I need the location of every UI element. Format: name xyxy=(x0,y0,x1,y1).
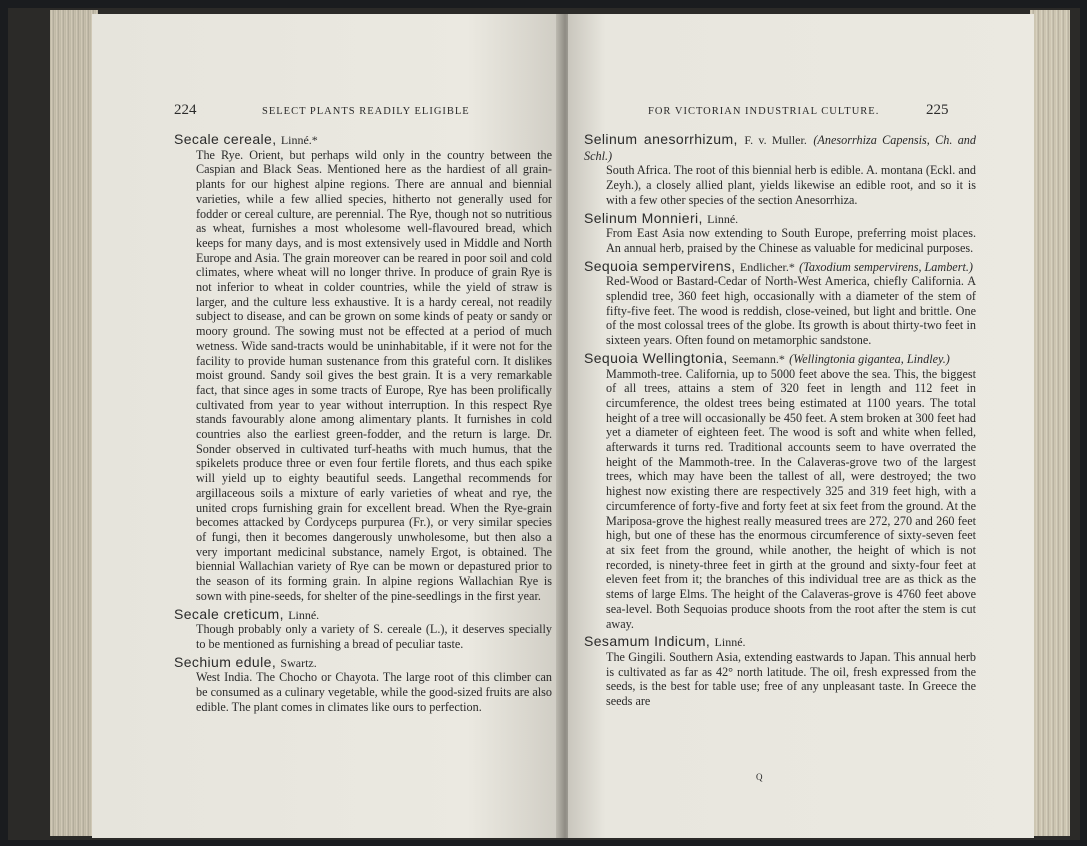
species-synonym: (Anesorrhiza Capensis, Ch. and Schl.) xyxy=(584,133,976,163)
species-authority: Endlicher.* xyxy=(739,259,795,274)
page-edges-right xyxy=(1030,10,1070,836)
entry-sechium-edule xyxy=(174,655,552,715)
entry-sesamum-indicum xyxy=(584,634,976,709)
species-authority: Linné. xyxy=(714,635,746,650)
right-page xyxy=(568,14,1034,838)
species-authority: Seemann.* xyxy=(731,351,785,366)
species-authority: F. v. Muller. xyxy=(744,133,807,147)
entry-heading xyxy=(584,259,976,275)
entry-text: The Gingili. Southern Asia, extending eastwards to Japan. This annual herb is cultivated as far as 42° north latitude. The oil, fresh expressed from the seeds, is the best for table use; free of any unpleasant taste. In Greece the seeds are xyxy=(606,649,976,709)
species-name: Secale cereale, xyxy=(174,131,277,147)
entry-text: Mammoth-tree. California, up to 5000 feet above the sea. This, the biggest of all trees, attains a stem of 320 feet in length and 112 feet in circumference, the oldest trees being estimated at 1100 years. The total height of a tree will occasionally be 450 feet. A stem broken at 300 feet had yet a diameter of eighteen feet. The wood is soft and white when felled, afterwards it turns red. Traditional accounts seem to have overrated the height of the Mammoth-tree. In the Calaveras-grove two of the largest trees, which may have been the tallest of all, were destroyed; the two highest now existing there are respectively 325 and 319 feet high, with a circumference of forty-five and forty feet at six feet from the ground. At the Mariposa-grove the highest really measured trees are 272, 270 and 260 feet high, but one of these has the enormous circumference of sixty-seven feet at six feet from the ground, while another, the height of which is not recorded, is ninety-three feet in girth at the ground and sixty-four feet at eleven feet from it; the branches of this individual tree are as thick as the stems of large Elms. The height of the Calaveras-grove is 4760 feet above sea-level. Both Sequoias produce shoots from the root after the stem is cut away. xyxy=(606,366,976,631)
entry-heading xyxy=(584,634,976,650)
entry-text: The Rye. Orient, but perhaps wild only in the country between the Caspian and Black Seas. Mentioned here as the hardiest of all grain-plants for our highest alpine regions. There are annual and biennial varieties, while a few allied species, hitherto not generally used for fodder or cereal culture, are perennial. The Rye, though not so nutritious as wheat, furnishes a most wholesome well-flavoured bread, which keeps for many days, and is most extensively used in Middle and North Europe and Asia. The grain moreover can be reared in poor soil and cold climates, where wheat will no longer thrive. In produce of grain Rye is not inferior to wheat in colder countries, while the yield of straw is larger, and the culture less exhaustive. It is a hardy cereal, not readily subject to disease, and can be grown on some kinds of peaty or sandy or moory ground. The sowing must not be effected at a period of much wetness. Wide sand-tracts would be uninhabitable, if it were not for the facility to provide human sustenance from this grateful corn. It dislikes moist ground. Sandy soil gives the best grain. It is a very remarkable fact, that since ages in some tracts of Europe, Rye has been prolifically cultivated from year to year without interruption. In this respect Rye stands favourably alone among alimentary plants. It furnishes in cold countries also the earliest green-fodder, and the return is large. Dr. Sonder observed in cultivated turf-heaths with much humus, that the spikelets produce three or even four fertile florets, and thus each spike will yield up to eighty beautiful seeds. Langethal recommends for argillaceous soils a mixture of early varieties of wheat and rye, the united crops furnishing grain for excellent bread. When the Rye-grain becomes attacked by Cordyceps purpurea (Fr.), or very similar species of fungi, then it becomes dangerously unwholesome, but then also a very important medicinal substance, namely Ergot, is obtained. The biennial Wallachian variety of Rye can be mown or depastured prior to the season of its forming grain. In alpine regions Wallachian Rye is sown with pine-seeds, for shelter of the pine-seedlings in the first year. xyxy=(196,147,552,603)
entry-secale-cereale xyxy=(174,132,552,604)
entry-heading xyxy=(584,351,976,367)
entry-heading xyxy=(584,132,976,163)
entry-text: Red-Wood or Bastard-Cedar of North-West America, chiefly California. A splendid tree, 360 feet high, occasionally with a diameter of the stem of fifty-five feet. The wood is reddish, close-veined, but light and brittle. One of the most colossal trees of the globe. Its growth is about thirty-two feet in sixteen years. Often found on metamorphic sandstone. xyxy=(606,274,976,348)
entry-selinum-monnieri xyxy=(584,211,976,256)
right-page-number: 225 xyxy=(926,102,949,118)
entry-sequoia-sempervirens xyxy=(584,259,976,348)
left-page-number: 224 xyxy=(174,102,197,118)
entry-sequoia-wellingtonia xyxy=(584,351,976,631)
left-page xyxy=(92,14,562,838)
species-authority: Swartz. xyxy=(280,655,317,670)
entry-heading xyxy=(174,655,552,671)
page-edges-left xyxy=(50,10,98,836)
entry-heading xyxy=(584,211,976,227)
entry-text: From East Asia now extending to South Europe, preferring moist places. An annual herb, praised by the Chinese as valuable for medicinal purposes. xyxy=(606,226,976,255)
species-name: Selinum anesorrhizum, xyxy=(584,131,738,147)
species-synonym: (Taxodium sempervirens, Lambert.) xyxy=(799,259,973,274)
species-authority: Linné. xyxy=(707,211,739,226)
entry-heading xyxy=(174,607,552,623)
left-page-text xyxy=(174,132,552,717)
species-name: Secale creticum, xyxy=(174,605,284,622)
species-name: Sequoia sempervirens, xyxy=(584,257,736,274)
entry-text: West India. The Chocho or Chayota. The large root of this climber can be consumed as a culinary vegetable, while the good-sized fruits are also edible. The plant comes in climates like ours to perfection. xyxy=(196,670,552,714)
signature-mark: Q xyxy=(756,772,763,782)
right-page-text xyxy=(584,132,976,712)
entry-text: South Africa. The root of this biennial herb is edible. A. montana (Eckl. and Zeyh.), a closely allied plant, yields likewise an edible root, and so it is with a few other species of the section Anesorrhiza. xyxy=(606,163,976,207)
species-name: Sequoia Wellingtonia, xyxy=(584,349,728,366)
species-name: Sechium edule, xyxy=(174,653,277,670)
entry-heading xyxy=(174,132,552,148)
species-synonym: (Wellingtonia gigantea, Lindley.) xyxy=(789,351,950,366)
species-authority: Linné. xyxy=(288,607,320,622)
left-running-head: SELECT PLANTS READILY ELIGIBLE xyxy=(262,106,470,117)
species-name: Selinum Monnieri, xyxy=(584,209,703,226)
right-running-head: FOR VICTORIAN INDUSTRIAL CULTURE. xyxy=(648,106,880,117)
species-name: Sesamum Indicum, xyxy=(584,633,711,650)
entry-text: Though probably only a variety of S. cereale (L.), it deserves specially to be mentioned as furnishing a bread of peculiar taste. xyxy=(196,622,552,651)
species-authority: Linné.* xyxy=(280,133,318,147)
entry-selinum-anesorrhizum xyxy=(584,132,976,208)
entry-secale-creticum xyxy=(174,607,552,652)
